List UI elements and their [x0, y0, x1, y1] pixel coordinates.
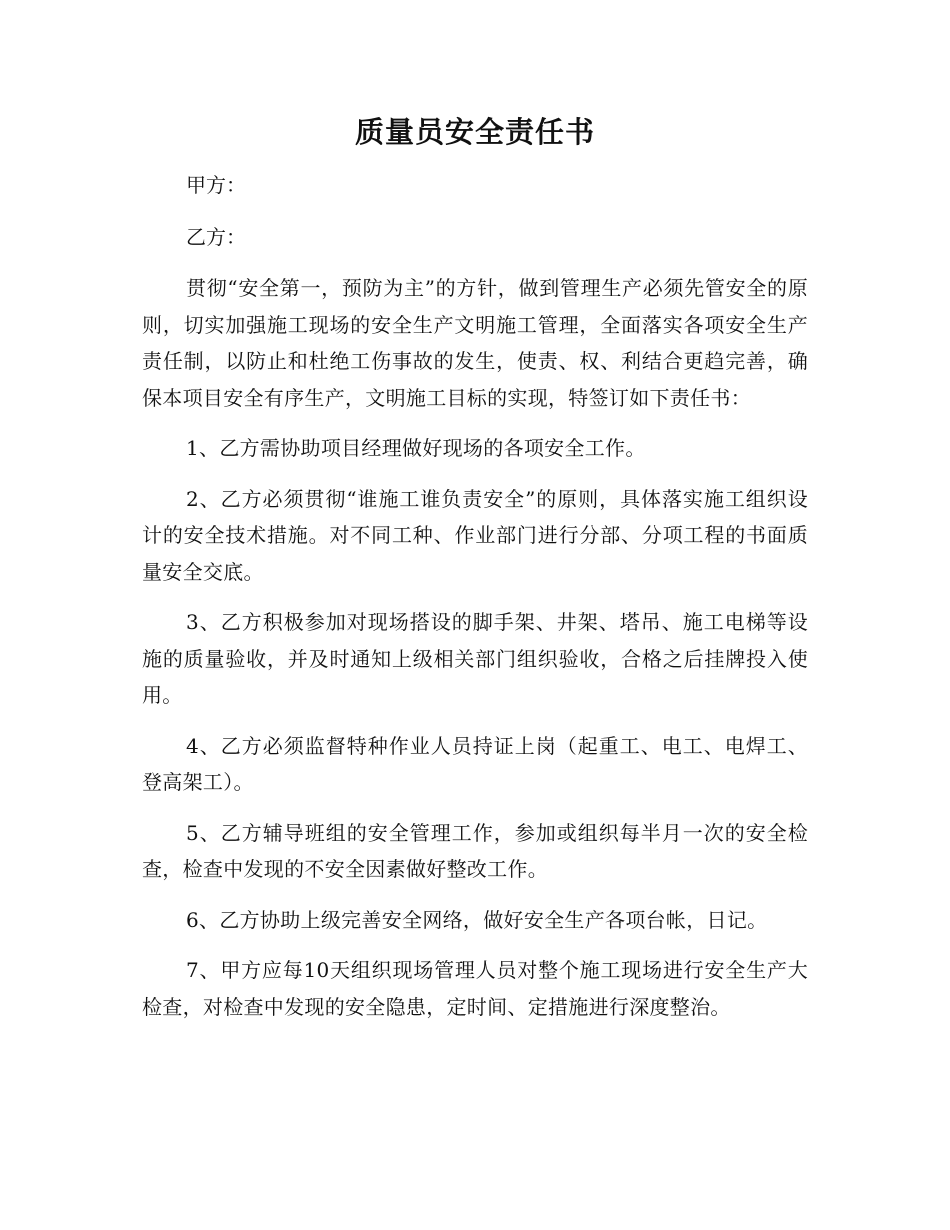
clause-1: 1、乙方需协助项目经理做好现场的各项安全工作。 — [186, 436, 646, 460]
document-page — [142, 0, 808, 1025]
clause-4: 4、乙方必须监督特种作业人员持证上岗（起重工、电工、电焊工、登高架工）。 — [142, 733, 808, 794]
party-b-field: 乙方： — [186, 225, 246, 249]
clause-5: 5、乙方辅导班组的安全管理工作，参加或组织每半月一次的安全检查，检查中发现的不安全因素做好整改工作。 — [142, 820, 808, 881]
party-a-field: 甲方： — [186, 173, 246, 197]
clause-6: 6、乙方协助上级完善安全网络，做好安全生产各项台帐，日记。 — [186, 907, 768, 932]
clause-2: 2、乙方必须贯彻“谁施工谁负责安全”的原则，具体落实施工组织设计的安全技术措施。对不同工种、作业部门进行分部、分项工程的书面质量安全交底。 — [142, 486, 808, 584]
intro-paragraph: 贯彻“安全第一，预防为主”的方针，做到管理生产必须先管安全的原则，切实加强施工现场的安全生产文明施工管理，全面落实各项安全生产责任制，以防止和杜绝工伤事故的发生，使责、权、利结合更趋完善，确保本项目安全有序生产，文明施工目标的实现，特签订如下责任书： — [142, 276, 808, 410]
clause-3: 3、乙方积极参加对现场搭设的脚手架、井架、塔吊、施工电梯等设施的质量验收，并及时通知上级相关部门组织验收，合格之后挂牌投入使用。 — [142, 610, 808, 707]
clause-7: 7、甲方应每10天组织现场管理人员对整个施工现场进行安全生产大检查，对检查中发现的安全隐患，定时间、定措施进行深度整治。 — [142, 958, 808, 1019]
document-title: 质量员安全责任书 — [354, 115, 595, 149]
